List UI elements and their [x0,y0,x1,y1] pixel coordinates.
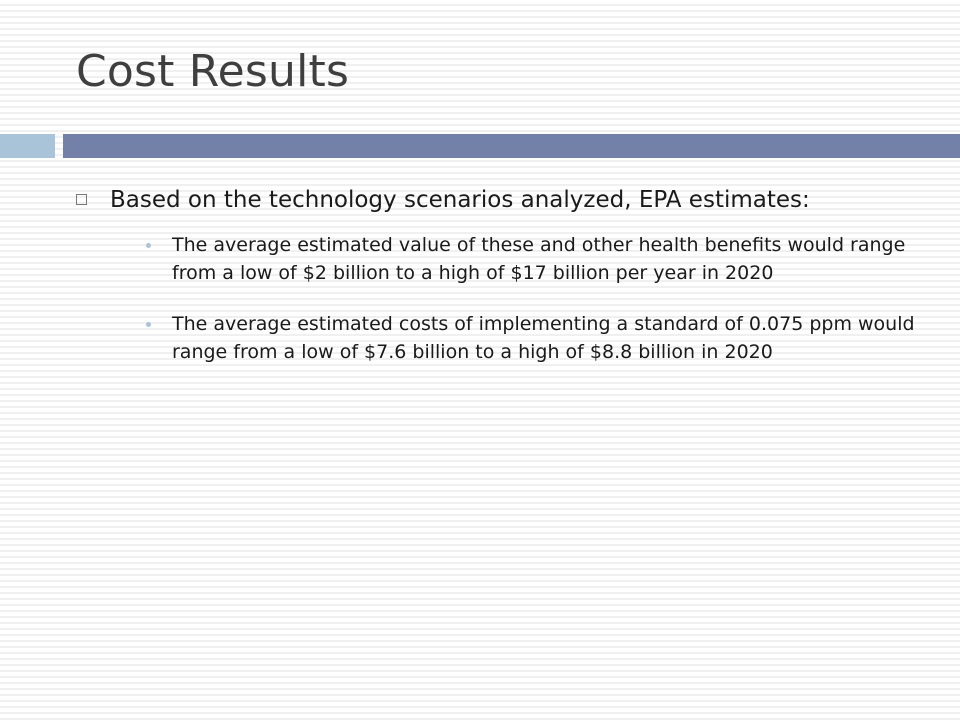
sub-bullet-text: The average estimated value of these and other health benefits would range from a low of $2 billion to a high of $17 billion per year in 2020 [172,234,906,284]
title-accent-bar-left [0,134,55,158]
sub-bullet-list [70,231,930,366]
dot-bullet-icon [146,243,151,248]
main-bullet [70,180,930,220]
dot-bullet-icon [146,322,151,327]
slide-content [70,180,930,389]
square-bullet-icon [76,194,87,205]
title-accent-bar-right [63,134,960,158]
sub-bullet-text: The average estimated costs of implementing a standard of 0.075 ppm would range from a low of $7.6 billion to a high of $8.8 billion in 2020 [172,313,915,363]
sub-bullet-item [70,310,930,366]
sub-bullet-item [70,231,930,287]
slide-title: Cost Results [76,46,350,97]
main-bullet-text: Based on the technology scenarios analyzed, EPA estimates: [110,187,810,213]
